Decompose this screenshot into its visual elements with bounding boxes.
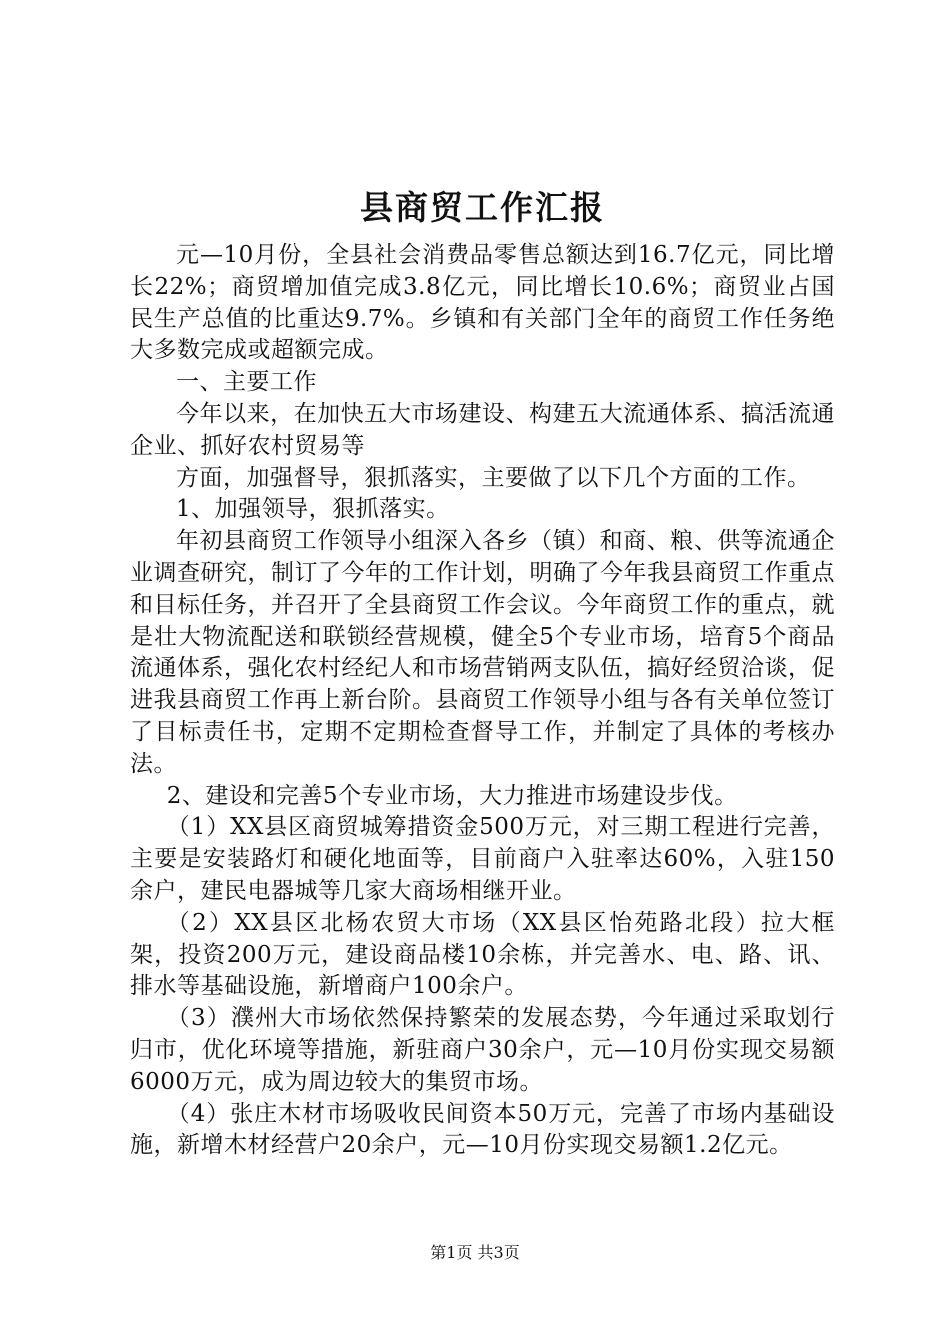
page-number: 第1页 共3页 (430, 1243, 520, 1262)
paragraph-summary: 元—10月份，全县社会消费品零售总额达到16.7亿元，同比增长22%；商贸增加值完成3.8亿元，同比增长10.6%；商贸业占国民生产总值的比重达9.7%。乡镇和有关部门全年的商贸工作任务绝大多数完成或超额完成。 (130, 242, 835, 364)
paragraph-intro-continued: 方面，加强督导，狠抓落实，主要做了以下几个方面的工作。 (176, 464, 811, 491)
paragraph-market-3: （3）濮州大市场依然保持繁荣的发展态势，今年通过采取划行归市，优化环境等措施，新驻商户30余户，元—10月份实现交易额6000万元，成为周边较大的集贸市场。 (130, 1005, 835, 1095)
document-page (130, 180, 835, 1162)
subheading-leadership: 1、加强领导，狠抓落实。 (176, 496, 450, 523)
paragraph-market-1: （1）XX县区商贸城筹措资金500万元，对三期工程进行完善，主要是安装路灯和硬化地面等，目前商户入驻率达60%，入驻150余户，建民电器城等几家大商场相继开业。 (130, 814, 835, 904)
paragraph-leadership: 年初县商贸工作领导小组深入各乡（镇）和商、粮、供等流通企业调查研究，制订了今年的工作计划，明确了今年我县商贸工作重点和目标任务，并召开了全县商贸工作会议。今年商贸工作的重点，就是壮大物流配送和联锁经营规模，健全5个专业市场，培育5个商品流通体系，强化农村经纪人和市场营销两支队伍，搞好经贸洽谈，促进我县商贸工作再上新台阶。县商贸工作领导小组与各有关单位签订了目标责任书，定期不定期检查督导工作，并制定了具体的考核办法。 (130, 528, 835, 777)
subheading-markets: 2、建设和完善5个专业市场，大力推进市场建设步伐。 (166, 782, 738, 809)
paragraph-market-4: （4）张庄木材市场吸收民间资本50万元，完善了市场内基础设施，新增木材经营户20余户，元—10月份实现交易额1.2亿元。 (130, 1100, 835, 1159)
section-heading-main-work: 一、主要工作 (176, 369, 317, 396)
paragraph-intro: 今年以来，在加快五大市场建设、构建五大流通体系、搞活流通企业、抓好农村贸易等 (130, 400, 835, 459)
document-title: 县商贸工作汇报 (360, 188, 605, 227)
paragraph-market-2: （2）XX县区北杨农贸大市场（XX县区怡苑路北段）拉大框架，投资200万元，建设商品楼10余栋，并完善水、电、路、讯、排水等基础设施，新增商户100余户。 (130, 909, 835, 1000)
